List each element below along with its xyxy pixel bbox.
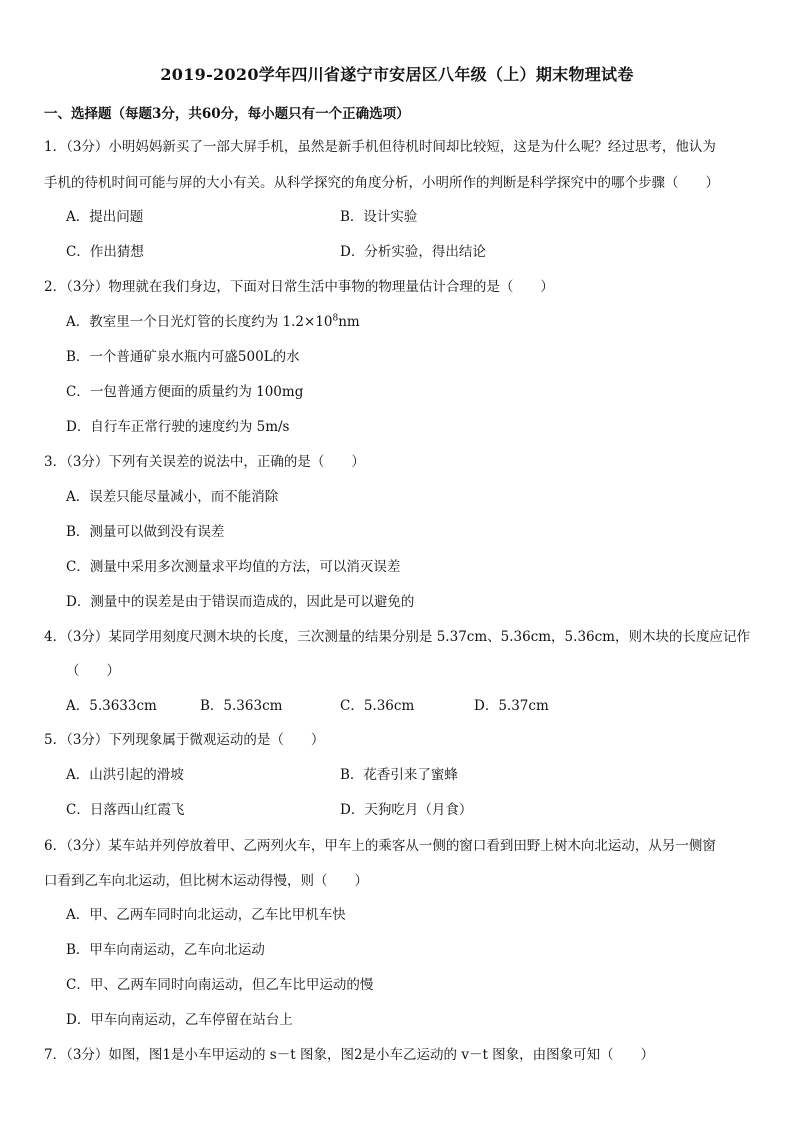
question-2-option-a (66, 313, 360, 331)
question-6-option-d: D．甲车向南运动，乙车停留在站台上 (66, 1012, 293, 1028)
question-7-stem: 7．（3分）如图，图1是小车甲运动的 s－t 图象，图2是小车乙运动的 v－t 图象，由图象可知（ ） (44, 1047, 655, 1063)
question-6-stem-line-1: 6．（3分）某车站并列停放着甲、乙两列火车，甲车上的乘客从一侧的窗口看到田野上树木向北运动，从另一侧窗 (44, 838, 716, 854)
question-3-option-b: B．测量可以做到没有误差 (66, 524, 225, 540)
question-2-option-b: B．一个普通矿泉水瓶内可盛500L的水 (66, 349, 300, 365)
question-1-option-d: D．分析实验，得出结论 (340, 244, 486, 260)
question-3-option-c: C．测量中采用多次测量求平均值的方法，可以消灭误差 (66, 559, 401, 575)
question-2-stem: 2．（3分）物理就在我们身边，下面对日常生活中事物的物理量估计合理的是（ ） (44, 279, 554, 295)
question-4-stem-line-2: （ ） (66, 663, 120, 679)
section-heading: 一、选择题（每题3分，共60分，每小题只有一个正确选项） (44, 106, 410, 122)
question-3-stem: 3．（3分）下列有关误差的说法中，正确的是（ ） (44, 454, 365, 470)
question-2-option-a-unit: nm (338, 314, 360, 330)
question-3-option-d: D．测量中的误差是由于错误而造成的，因此是可以避免的 (66, 594, 415, 610)
question-6-stem-line-2: 口看到乙车向北运动，但比树木运动得慢，则（ ） (44, 873, 368, 889)
page-title: 2019-2020学年四川省遂宁市安居区八年级（上）期末物理试卷 (160, 65, 634, 84)
question-2-option-a-text: A．教室里一个日光灯管的长度约为 1.2×10 (66, 314, 333, 330)
question-4-stem-line-1: 4．（3分）某同学用刻度尺测木块的长度，三次测量的结果分别是 5.37cm、5.36cm，5.36cm，则木块的长度应记作 (44, 629, 750, 645)
question-6-option-b: B．甲车向南运动，乙车向北运动 (66, 942, 265, 958)
question-2-option-d: D．自行车正常行驶的速度约为 5m/s (66, 419, 290, 435)
question-6-option-c: C．甲、乙两车同时向南运动，但乙车比甲运动的慢 (66, 977, 374, 993)
question-5-option-b: B．花香引来了蜜蜂 (340, 767, 458, 783)
question-1-stem-line-2: 手机的待机时间可能与屏的大小有关。从科学探究的角度分析，小明所作的判断是科学探究中的哪个步骤（ ） (44, 175, 719, 191)
question-1-stem-line-1: 1．（3分）小明妈妈新买了一部大屏手机，虽然是新手机但待机时间却比较短，这是为什么呢？经过思考，他认为 (44, 139, 716, 155)
question-1-option-c: C．作出猜想 (66, 244, 144, 260)
question-4-option-d: D．5.37cm (474, 698, 549, 714)
question-6-option-a: A．甲、乙两车同时向北运动，乙车比甲机车快 (66, 907, 346, 923)
question-4-option-c: C．5.36cm (340, 698, 415, 714)
question-5-option-a: A．山洪引起的滑坡 (66, 767, 184, 783)
question-5-stem: 5．（3分）下列现象属于微观运动的是（ ） (44, 732, 325, 748)
question-2-option-c: C．一包普通方便面的质量约为 100mg (66, 384, 304, 400)
question-2-option-a-exponent: 8 (332, 313, 339, 324)
question-1-option-b: B．设计实验 (340, 209, 418, 225)
question-4-option-a: A．5.3633cm (66, 698, 157, 714)
question-5-option-d: D．天狗吃月（月食） (340, 802, 473, 818)
question-5-option-c: C．日落西山红霞飞 (66, 802, 185, 818)
question-3-option-a: A．误差只能尽量减小，而不能消除 (66, 489, 279, 505)
question-1-option-a: A．提出问题 (66, 209, 144, 225)
question-4-option-b: B．5.363cm (200, 698, 283, 714)
